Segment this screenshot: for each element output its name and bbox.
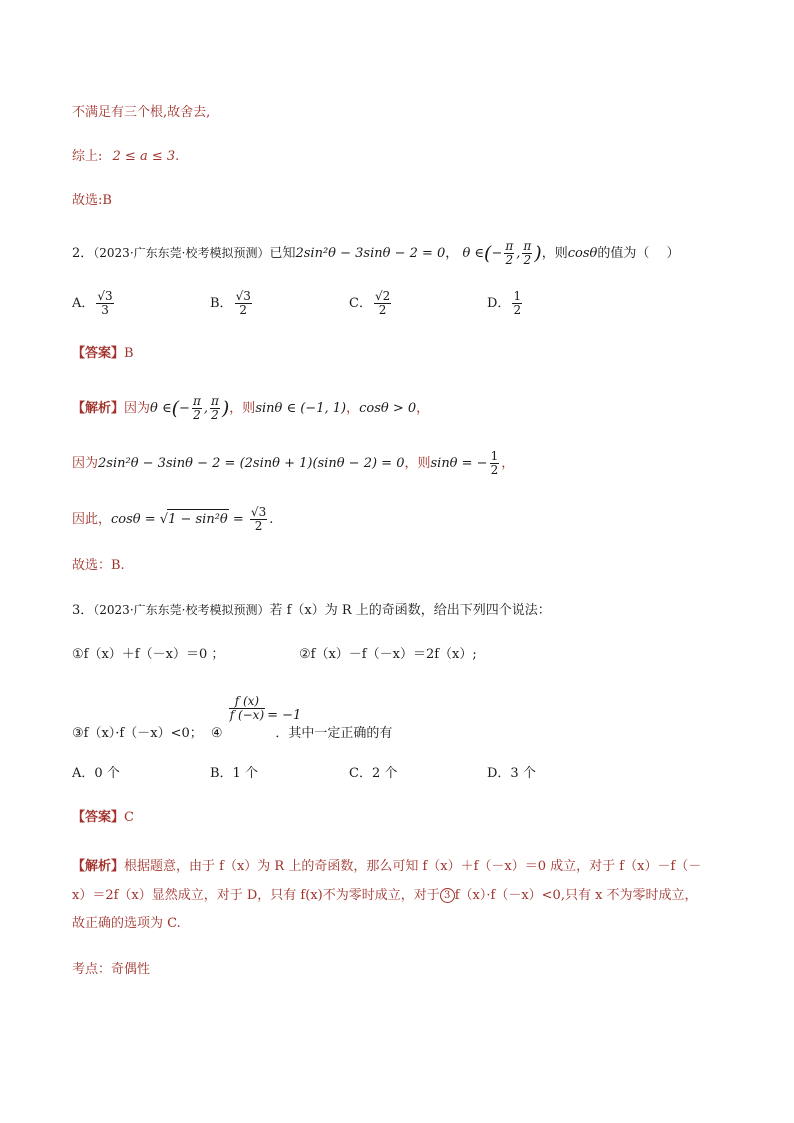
analysis-line: 故正确的选项为 C. [72, 916, 181, 931]
option-label: A． [72, 296, 95, 311]
frac-den: 2 [254, 519, 263, 533]
frac-num: π [523, 239, 532, 253]
circled-number: 3 [440, 888, 455, 903]
analysis-tag: 【解析】 [72, 859, 125, 874]
question-3 [72, 600, 551, 621]
frac-num: π [505, 239, 514, 253]
text: x）＝2f（x）显然成立，对于 D，只有 f(x)不为零时成立，对于 [72, 888, 440, 903]
equation: 2sin²θ − 3sinθ − 2 = 0 [295, 246, 446, 261]
text-line: 不满足有三个根,故舍去, [72, 105, 211, 120]
answer-tag: 【答案】 [72, 810, 125, 825]
frac-den: 2 [523, 253, 532, 267]
frac-den: 3 [101, 303, 109, 317]
text: 因为 [72, 456, 99, 471]
math: cosθ [567, 246, 598, 261]
math-sqrt: 1 − sin²θ [167, 509, 229, 530]
answer-line [72, 344, 134, 364]
statements-row [72, 645, 672, 665]
question-text: 已知 [269, 246, 296, 261]
punct: . [269, 512, 274, 527]
question-text: 若 f（x）为 R 上的奇函数，给出下列四个说法： [269, 603, 551, 618]
frac-den: 2 [505, 253, 514, 267]
analysis-line [72, 395, 429, 422]
option-b [210, 290, 254, 317]
math: − [491, 246, 503, 261]
options-row [72, 764, 672, 784]
analysis-line: 因此，cosθ = √1 − sin²θ = $\frac{√3}{2}$ . [72, 505, 274, 533]
question-2 [72, 240, 679, 267]
analysis-tag: 【解析】 [72, 401, 125, 416]
frac-num: √2 [374, 289, 391, 303]
math: − [179, 401, 190, 416]
theta-range: θ ∈(− $\frac{\pi}{2}$ , $\frac{\pi}{2}$ ) [462, 239, 542, 267]
text: ，则 [404, 456, 431, 471]
frac-num: √3 [250, 505, 267, 519]
frac-den: 2 [378, 303, 387, 317]
punct: ， [416, 401, 430, 416]
frac-den: 2 [513, 303, 522, 317]
math: sinθ = − [430, 456, 488, 471]
option-d [487, 290, 524, 317]
punct: ， [346, 401, 360, 416]
option-c [349, 290, 393, 317]
text: 根据题意，由于 f（x）为 R 上的奇函数，那么可知 f（x）＋f（－x）＝0 成立，对于 f（x）－f（－ [124, 859, 702, 874]
text-line [72, 147, 179, 167]
frac-num: π [192, 394, 201, 408]
analysis-line [72, 857, 701, 877]
option-a: A．0 个 [72, 766, 120, 781]
question-number: 2． [72, 246, 94, 261]
option-d: D．3 个 [487, 766, 536, 781]
frac-den: 2 [490, 463, 499, 477]
option-c: C．2 个 [349, 766, 398, 781]
math: 2sin²θ − 3sinθ − 2 = (2sinθ + 1)(sinθ − 2) = 0 [98, 456, 405, 471]
statement-4-mark: ④ [210, 726, 223, 741]
frac-den: 2 [211, 408, 219, 422]
frac-num: 1 [513, 289, 522, 303]
frac-num: f (x) [229, 695, 265, 709]
answer-line [72, 808, 134, 828]
frac-den: f (−x) [229, 708, 265, 722]
frac-num: 1 [490, 449, 499, 463]
options-row [72, 290, 672, 330]
text-line: 故选:B [72, 193, 112, 208]
punct: ， [445, 246, 459, 261]
frac-num: √3 [235, 289, 251, 303]
text-line: 故选：B. [72, 558, 125, 573]
answer-value: C [124, 810, 134, 825]
question-text: 的值为（ ） [597, 246, 680, 261]
punct: . [175, 149, 180, 164]
math: cosθ = [111, 512, 160, 527]
question-source: （2023·广东东莞·校考模拟预测） [93, 603, 270, 617]
math: cosθ > 0 [359, 401, 417, 416]
label: 综上: [72, 149, 103, 164]
text: 因此， [72, 512, 112, 527]
statement-1: ①f（x）＋f（－x）＝0 ； [72, 647, 225, 662]
question-number: 3． [72, 603, 94, 618]
frac-den: 2 [239, 303, 248, 317]
keypoint-line: 考点：奇偶性 [72, 962, 151, 977]
option-label: B． [210, 296, 233, 311]
math: = −1 [267, 708, 302, 723]
math: 2 ≤ a ≤ 3 [112, 149, 176, 164]
statements-row [72, 694, 393, 741]
punct: ， [501, 456, 515, 471]
statement-2: ②f（x）－f（－x）＝2f（x）; [299, 647, 477, 662]
answer-value: B [124, 346, 134, 361]
text: ，则 [229, 401, 256, 416]
statement-3: ③f（x）·f（－x）<0； [72, 726, 203, 741]
frac-den: 2 [193, 408, 201, 422]
question-source: （2023·广东东莞·校考模拟预测） [93, 246, 270, 260]
math: θ ∈ [150, 401, 172, 416]
analysis-line [72, 886, 698, 906]
question-text: ，则 [541, 246, 568, 261]
frac-num: √3 [97, 289, 113, 303]
math: θ ∈ [462, 246, 485, 261]
option-b: B．1 个 [210, 766, 258, 781]
theta-range: θ ∈(− $\frac{\pi}{2}$ , $\frac{\pi}{2}$ ) [150, 394, 230, 422]
option-label: C． [349, 296, 372, 311]
math: sinθ ∈ (−1, 1) [255, 401, 347, 416]
analysis-line [72, 450, 514, 477]
option-a [72, 290, 116, 317]
answer-tag: 【答案】 [72, 346, 125, 361]
frac-num: π [210, 394, 219, 408]
option-label: D． [487, 296, 511, 311]
text: 因为 [124, 401, 151, 416]
text: f（x）·f（－x）<0,只有 x 不为零时成立， [454, 888, 698, 903]
math: = [228, 512, 248, 527]
question-text: ．其中一定正确的有 [275, 726, 393, 741]
